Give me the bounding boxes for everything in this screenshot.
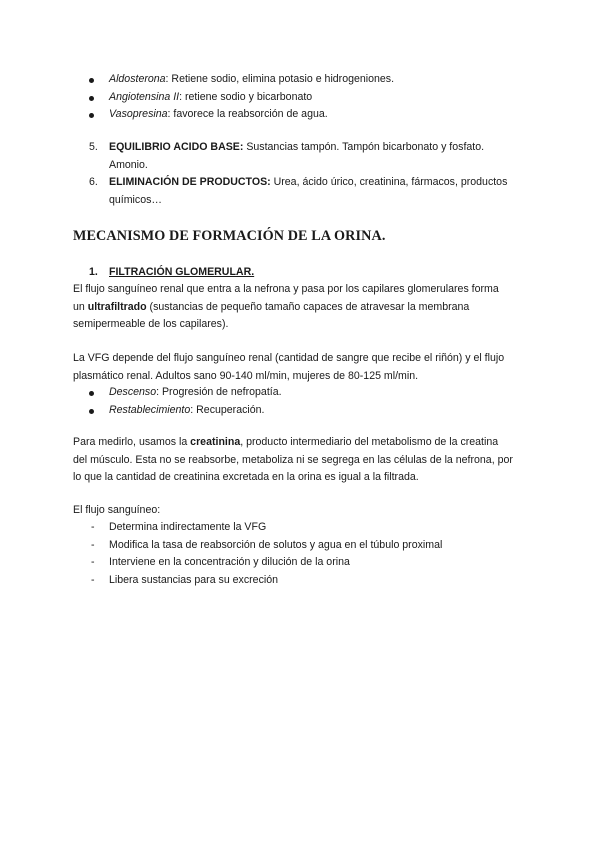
subsection-title: FILTRACIÓN GLOMERULAR.	[109, 266, 255, 278]
bullet-icon	[89, 78, 94, 83]
state-term: Restablecimiento	[109, 403, 191, 416]
bullet-icon	[89, 409, 94, 414]
hormone-term: Angiotensina II	[109, 90, 180, 103]
item-text: químicos…	[109, 193, 162, 206]
state-list	[73, 384, 533, 419]
paragraph: La VFG depende del flujo sanguíneo renal (cantidad de sangre que recibe el riñón) y el flujo plasmático renal. Adultos sano 90-140 ml/min, mujeres de 80-125 ml/min.	[73, 352, 505, 382]
bullet-icon	[89, 391, 94, 396]
flow-list	[73, 519, 533, 589]
list-item: - Interviene en la concentración y dilución de la orina	[73, 554, 533, 572]
hormone-term: Aldosterona	[109, 73, 166, 85]
bullet-icon	[89, 113, 94, 118]
item-number: 5.	[89, 141, 98, 153]
subsection-heading	[73, 264, 533, 282]
hormone-desc: : retiene sodio y bicarbonato	[179, 90, 313, 103]
bold-term: ultrafiltrado	[87, 300, 147, 313]
list-item: - Determina indirectamente la VFG	[73, 519, 533, 537]
bold-term: creatinina	[190, 436, 241, 448]
dash-icon: -	[91, 521, 95, 533]
list-item	[73, 106, 533, 124]
item-number: 1.	[89, 266, 98, 278]
list-item: Descenso: Progresión de nefropatía.	[73, 384, 533, 402]
paragraph: El flujo sanguíneo:	[73, 504, 161, 516]
section-title: MECANISMO DE FORMACIÓN DE LA ORINA.	[73, 228, 386, 244]
item-text: Sustancias tampón. Tampón bicarbonato y fosfato.	[243, 141, 485, 153]
function-list	[73, 139, 533, 209]
list-item: - Libera sustancias para su excreción	[73, 572, 533, 590]
item-text: Amonio.	[109, 158, 148, 171]
hormone-list	[73, 71, 533, 124]
item-number: 6.	[89, 176, 98, 188]
hormone-desc: : Retiene sodio, elimina potasio e hidrogeniones.	[165, 73, 395, 85]
dash-icon: -	[91, 556, 95, 568]
list-item: - Modifica la tasa de reabsorción de solutos y agua en el túbulo proximal	[73, 537, 533, 555]
bullet-icon	[89, 96, 94, 101]
item-title: ELIMINACIÓN DE PRODUCTOS:	[109, 176, 271, 188]
item-title: EQUILIBRIO ACIDO BASE:	[109, 141, 244, 153]
list-item	[73, 139, 533, 174]
item-text: Urea, ácido úrico, creatinina, fármacos, productos	[270, 176, 508, 188]
list-item	[73, 174, 533, 209]
list-item	[73, 89, 533, 107]
list-item: Restablecimiento: Recuperación.	[73, 402, 533, 420]
paragraph: El flujo sanguíneo renal que entra a la nefrona y pasa por los capilares glomerulares forma un ultrafiltrado (sustancias de pequeño tamaño capaces de atravesar la membrana semipermeable de los capilares).	[73, 283, 499, 330]
state-term: Descenso	[109, 386, 157, 398]
list-item	[73, 71, 533, 89]
hormone-desc: : favorece la reabsorción de agua.	[167, 108, 328, 120]
paragraph: Para medirlo, usamos la creatinina, producto intermediario del metabolismo de la creatina del músculo. Esta no se reabsorbe, metaboliza ni se segrega en las células de la nefrona, por lo que la cantidad de creatinina excretada en la orina es igual a la filtrada.	[73, 436, 513, 483]
dash-icon: -	[91, 573, 95, 586]
dash-icon: -	[91, 538, 95, 551]
hormone-term: Vasopresina	[109, 108, 168, 120]
